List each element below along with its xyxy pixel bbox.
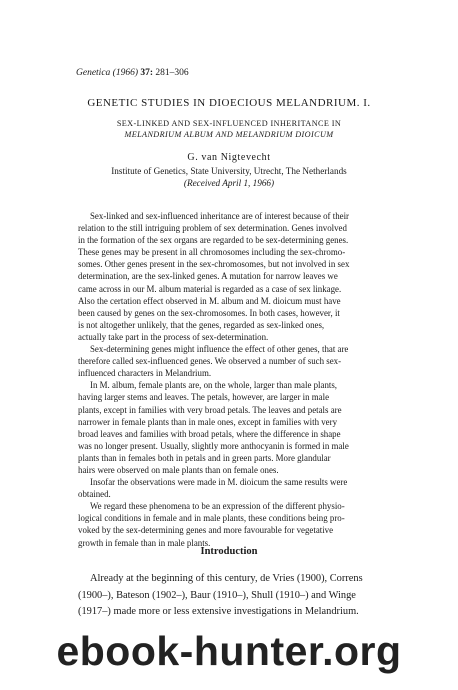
abstract-line: Insofar the observations were made in M. dioicum the same results were (90, 477, 348, 488)
journal-volume: 37: (140, 68, 154, 78)
abstract-line: voked by the sex-determining genes and more favourable for vegetative (78, 525, 334, 536)
abstract-line: narrower in female plants than in male ones, except in families with very (78, 416, 338, 427)
abstract-line: relation to the still intriguing problem of sex determination. Genes involved (78, 223, 347, 234)
introduction-paragraph (78, 571, 392, 621)
abstract-line: is not altogether unlikely, that the genes, regarded as sex-linked ones, (78, 319, 325, 330)
body-line: Already at the beginning of this century, de Vries (1900), Correns (90, 573, 363, 584)
body-line: (1900–), Bateson (1902–), Baur (1910–), Shull (1910–) and Winge (78, 589, 356, 601)
abstract-line: actually take part in the process of sex-determination. (78, 331, 269, 342)
abstract-line: been caused by genes on the sex-chromosomes. In both cases, however, it (78, 307, 340, 318)
author-name: G. van Nigtevecht (187, 152, 271, 163)
abstract-line: having larger stems and leaves. The petals, however, are larger in male (78, 392, 330, 403)
watermark-text: ebook-hunter.org (56, 628, 402, 674)
journal-citation (76, 68, 189, 78)
abstract-line: We regard these phenomena to be an expression of the different physio- (90, 501, 345, 512)
abstract-line: broad leaves and families with broad petals, where the difference in shape (78, 428, 341, 439)
abstract-line: growth in female than in male plants. (78, 537, 211, 548)
abstract-line: somes. Other genes present in the sex-chromosomes, but not involved in sex (78, 259, 350, 270)
abstract-line: plants than in females both in petals and in green parts. More glandular (78, 452, 331, 463)
abstract-line: These genes may be present in all chromosomes including the sex-chromo- (78, 247, 346, 258)
paper-subtitle-line-2: MELANDRIUM ALBUM AND MELANDRIUM DIOICUM (124, 130, 334, 139)
abstract-line: logical conditions in female and in male plants, these conditions being pro- (78, 513, 345, 524)
abstract-line: determination, are the sex-linked genes. A mutation for narrow leaves we (78, 271, 338, 282)
received-date: (Received April 1, 1966) (183, 178, 275, 188)
abstract-line: influenced characters in Melandrium. (78, 368, 212, 379)
body-line: (1917–) made more or less extensive investigations in Melandrium. (78, 606, 359, 617)
abstract-line: Sex-determining genes might influence the effect of other genes, that are (90, 344, 349, 355)
abstract-line: plants, except in families with very broad petals. The leaves and petals are (78, 404, 342, 415)
abstract (78, 210, 382, 549)
journal-pages: 281–306 (155, 68, 189, 78)
abstract-line: obtained. (78, 489, 111, 500)
abstract-line: In M. album, female plants are, on the whole, larger than male plants, (90, 380, 338, 391)
paper-title: GENETIC STUDIES IN DIOECIOUS MELANDRIUM. I. (87, 97, 371, 109)
abstract-line: was no longer present. Usually, slightly more anthocyanin is formed in male (78, 440, 349, 451)
journal-year: (1966) (112, 68, 138, 78)
abstract-line: hairs were observed on male plants than on female ones. (78, 464, 279, 475)
abstract-line: came across in our M. album material is regarded as a case of sex linkage. (78, 283, 342, 294)
author-institution: Institute of Genetics, State University, Utrecht, The Netherlands (111, 166, 347, 176)
abstract-line: Sex-linked and sex-influenced inheritance are of interest because of their (90, 211, 349, 221)
journal-name: Genetica (76, 68, 111, 78)
section-heading-introduction: Introduction (200, 546, 258, 557)
abstract-line: therefore called sex-influenced genes. We observed a number of such sex- (78, 356, 342, 367)
paper-subtitle-line-1: SEX-LINKED AND SEX-INFLUENCED INHERITANCE IN (116, 119, 342, 128)
abstract-line: Also the certation effect observed in M. album and M. dioicum must have (78, 295, 341, 306)
abstract-line: in the formation of the sex organs are regarded to be sex-determining genes. (78, 235, 349, 246)
